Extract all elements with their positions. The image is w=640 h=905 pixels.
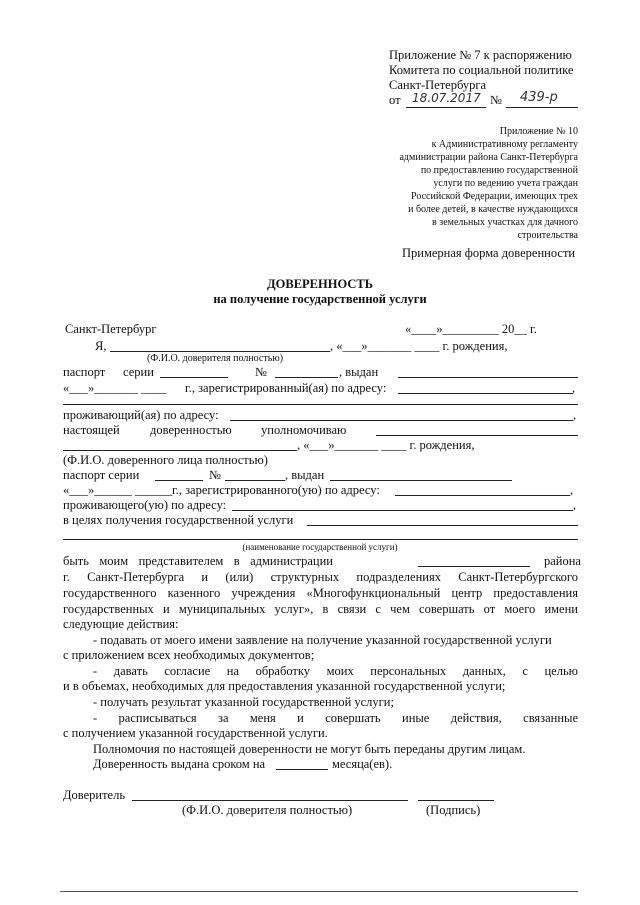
- header-ot: от: [389, 93, 401, 107]
- form-note: Примерная форма доверенности: [402, 246, 576, 260]
- issued-label: , выдан: [339, 365, 379, 379]
- agent-registered-text: г., зарегистрированного(ую) по адресу:: [172, 483, 380, 497]
- header-date-line: [406, 107, 486, 108]
- hint-fio-principal: (Ф.И.О. доверителя полностью): [147, 353, 284, 364]
- passport-label: паспорт: [63, 365, 106, 379]
- registered-address-line: [398, 393, 573, 394]
- ya-label: Я,: [95, 339, 107, 353]
- item4-line1: - расписываться за меня и совершать иные действия, связанные: [93, 711, 578, 725]
- living-address-line: [230, 420, 573, 421]
- living-comma: ,: [573, 408, 577, 422]
- agent-num-sign: №: [209, 468, 221, 482]
- authorize-word-2: доверенностью: [150, 423, 232, 437]
- principal-birth-template: , «___»_______ ____ г. рождения,: [330, 339, 508, 353]
- agent-fio-line-1: [376, 435, 578, 436]
- item2-line2: и в объемах, необходимых для предоставления указанной государственной услуги;: [63, 679, 506, 693]
- agent-passport-number-line: [225, 480, 285, 481]
- term-suffix: месяца(ев).: [332, 757, 393, 771]
- item3: - получать результат указанной государственной услуги;: [93, 695, 394, 709]
- header-line-2: Комитета по социальной политике: [389, 63, 574, 77]
- appendix-block: [399, 125, 578, 242]
- principal-fio-line: [110, 351, 330, 352]
- para1-line4: государственных и муниципальных услуг», в связи с чем совершать от моего имени: [63, 602, 578, 616]
- hint-service: (наименование государственной услуги): [242, 542, 398, 552]
- header-no: №: [490, 93, 502, 107]
- para1-line2: г. Санкт-Петербурга и (или) структурных подразделениях Санкт-Петербургского: [63, 570, 578, 584]
- appendix-line: Российской Федерации, имеющих трех: [411, 191, 578, 202]
- agent-birth-template: , «___»_______ ____ г. рождения,: [297, 438, 475, 452]
- para1-line5: следующие действия:: [63, 617, 179, 631]
- header-number-line: [506, 107, 578, 108]
- item2-line1: - давать согласие на обработку моих персональных данных, с целью: [93, 664, 578, 678]
- issued-by-line: [398, 377, 578, 378]
- num-sign: №: [255, 365, 267, 379]
- header-line-1: Приложение № 7 к распоряжению: [389, 48, 572, 62]
- appendix-line: по предоставлению государственной: [420, 165, 578, 176]
- authorize-word-1: настоящей: [63, 423, 120, 437]
- appendix-line: и более детей, в качестве нуждающихся: [408, 204, 578, 215]
- appendix-line: услуги по ведению учета граждан: [433, 178, 578, 189]
- appendix-line: строительства: [517, 230, 578, 241]
- agent-issued-label: , выдан: [285, 468, 325, 482]
- sig-hint-sign: (Подпись): [426, 803, 481, 817]
- address-continuation-line: [63, 404, 578, 405]
- district-line: [418, 566, 530, 567]
- agent-registered-comma: ,: [570, 483, 574, 497]
- powers-note: Полномочия по настоящей доверенности не могут быть переданы другим лицам.: [93, 742, 526, 756]
- series-line: [160, 377, 228, 378]
- series-label: серии: [123, 365, 154, 379]
- term-months-line: [276, 769, 328, 770]
- item1-line2: с приложением всех необходимых документов;: [63, 648, 315, 662]
- header-date-handwritten: 18.07.2017: [412, 91, 481, 105]
- item1-line1: - подавать от моего имени заявление на получение указанной государственной услуги: [93, 633, 552, 647]
- para1-line1-right: района: [544, 554, 581, 568]
- principal-label: Доверитель: [63, 788, 126, 802]
- doc-date-template: «____»_________ 20__ г.: [405, 322, 537, 336]
- agent-issued-by-line: [330, 480, 512, 481]
- agent-living-comma: ,: [573, 498, 577, 512]
- registered-text: г., зарегистрированный(ая) по адресу:: [185, 381, 387, 395]
- agent-issued-date-template: «___»______ ______: [63, 483, 173, 497]
- agent-living-address-line: [232, 510, 573, 511]
- principal-signature-fio-line: [132, 800, 408, 801]
- term-prefix: Доверенность выдана сроком на: [93, 757, 266, 771]
- agent-registered-address-line: [395, 495, 570, 496]
- agent-living-text: проживающего(ую) по адресу:: [63, 498, 227, 512]
- agent-passport-series-label: паспорт серии: [63, 468, 140, 482]
- agent-series-line: [155, 480, 203, 481]
- purpose-text: в целях получения государственной услуги: [63, 513, 294, 527]
- passport-number-line: [275, 377, 338, 378]
- appendix-line: Приложение № 10: [499, 126, 578, 137]
- authorize-word-3: уполномочиваю: [261, 423, 347, 437]
- principal-signature-line: [418, 800, 494, 801]
- item4-line2: с получением указанной государственной услуги.: [63, 726, 328, 740]
- city: Санкт-Петербург: [65, 322, 157, 336]
- service-name-line-2: [63, 539, 578, 540]
- para1-line3: государственного казенного учреждения «Многофункциональный центр предоставления: [63, 586, 578, 600]
- issued-date-template: «___»_______ ____: [63, 381, 167, 395]
- appendix-line: к Административному регламенту: [431, 139, 578, 150]
- appendix-line: в земельных участках для дачного: [432, 217, 578, 228]
- appendix-line: администрации района Санкт-Петербурга: [399, 152, 578, 163]
- service-name-line-1: [307, 525, 578, 526]
- hint-fio-agent: (Ф.И.О. доверенного лица полностью): [63, 453, 268, 467]
- agent-fio-line-2: [63, 450, 297, 451]
- header-number-handwritten: 439-р: [520, 90, 558, 105]
- header-line-3: Санкт-Петербурга: [389, 78, 487, 92]
- doc-title: ДОВЕРЕННОСТЬ: [267, 277, 373, 291]
- sig-hint-fio: (Ф.И.О. доверителя полностью): [182, 803, 353, 817]
- bottom-rule: [60, 891, 578, 892]
- living-text: проживающий(ая) по адресу:: [63, 408, 219, 422]
- doc-subtitle: на получение государственной услуги: [213, 292, 427, 306]
- para1-line1-left: быть моим представителем в администрации: [63, 554, 333, 568]
- registered-comma: ,: [572, 381, 576, 395]
